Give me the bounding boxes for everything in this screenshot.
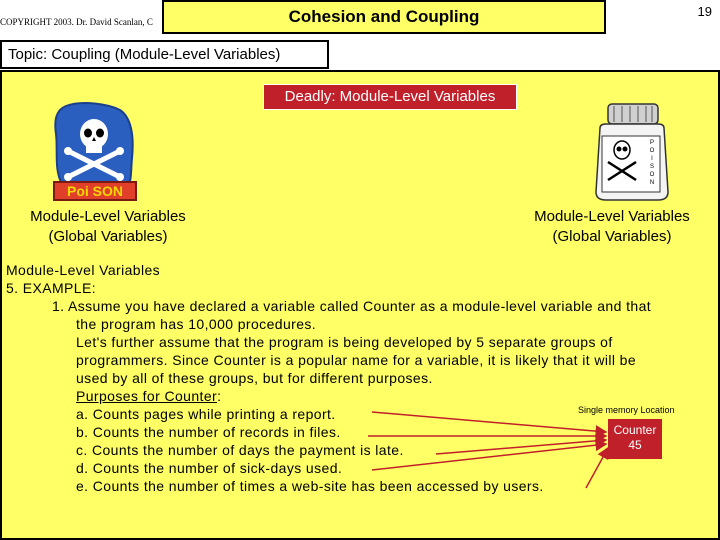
purpose-item: a. Counts pages while printing a report. <box>76 406 336 422</box>
arrow-e <box>586 448 608 488</box>
purpose-item: e. Counts the number of times a web-site has been accessed by users. <box>76 478 544 494</box>
purpose-item: b. Counts the number of records in files. <box>76 424 341 440</box>
counter-name: Counter <box>613 423 657 437</box>
purpose-item: c. Counts the number of days the payment is late. <box>76 442 404 458</box>
item1-line3: Let's further assume that the program is being developed by 5 separate groups of <box>76 334 613 350</box>
left-caption-line2: (Global Variables) <box>48 228 168 245</box>
counter-value: 45 <box>628 438 642 452</box>
slide-title: Cohesion and Coupling <box>288 7 480 26</box>
item1-line5: used by all of these groups, but for different purposes. <box>76 370 433 386</box>
example-label: 5. EXAMPLE: <box>6 280 96 296</box>
copyright-notice: COPYRIGHT 2003. Dr. David Scanlan, C <box>0 17 153 27</box>
memory-location-label: Single memory Location <box>578 405 675 415</box>
item1-line2: the program has 10,000 procedures. <box>76 316 317 332</box>
item1-intro: 1. Assume you have declared a variable called Counter as a module-level variable and that <box>52 298 652 314</box>
body-heading: Module-Level Variables <box>6 262 161 278</box>
purposes-label: Purposes for Counter <box>76 388 218 404</box>
left-caption-line1: Module-Level Variables <box>30 208 186 225</box>
purposes-colon: : <box>217 388 222 404</box>
right-caption-line2: (Global Variables) <box>552 228 672 245</box>
item1-line4: programmers. Since Counter is a popular name for a variable, it is likely that it will be <box>76 352 637 368</box>
bottle-label: P O I S O N <box>649 140 655 186</box>
arrow-a <box>372 412 606 432</box>
poison-label: Poi SON <box>66 183 124 199</box>
slide-number: 19 <box>697 4 712 19</box>
arrow-d <box>372 444 606 470</box>
purpose-item: d. Counts the number of sick-days used. <box>76 460 343 476</box>
deadly-banner: Deadly: Module-Level Variables <box>263 84 517 110</box>
topic-label: Topic: Coupling (Module-Level Variables) <box>0 40 329 69</box>
right-caption-line1: Module-Level Variables <box>534 208 690 225</box>
